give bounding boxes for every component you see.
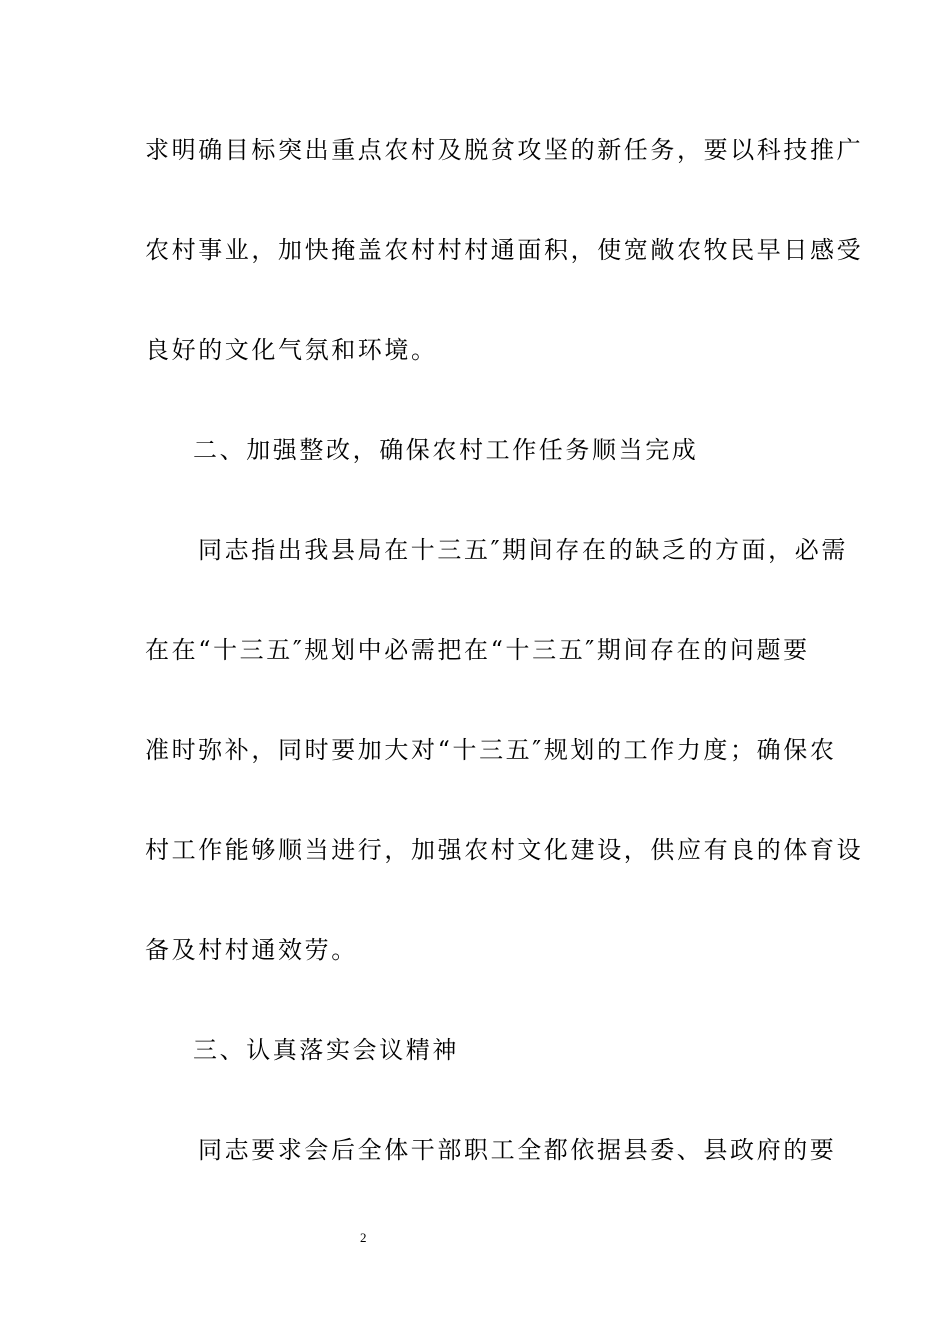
body-text-line: 求明确目标突出重点农村及脱贫攻坚的新任务，要以科技推广 xyxy=(145,136,864,164)
body-text-line: 良好的文化气氛和环境。 xyxy=(145,336,438,364)
body-text-line: 在在“十三五″规划中必需把在“十三五″期间存在的问题要 xyxy=(145,636,810,664)
page-number: 2 xyxy=(360,1230,367,1245)
body-text-line: 准时弥补，同时要加大对“十三五″规划的工作力度；确保农 xyxy=(145,736,837,764)
body-text-line: 农村事业，加快掩盖农村村村通面积，使宽敞农牧民早日感受 xyxy=(145,236,864,264)
paragraph-first-line: 同志要求会后全体干部职工全都依据县委、县政府的要 xyxy=(198,1136,837,1164)
paragraph-first-line: 同志指出我县局在十三五″期间存在的缺乏的方面，必需 xyxy=(198,536,848,564)
section-heading: 三、认真落实会议精神 xyxy=(193,1036,459,1064)
body-text-line: 备及村村通效劳。 xyxy=(145,936,358,964)
body-text-line: 村工作能够顺当进行，加强农村文化建设，供应有良的体育设 xyxy=(145,836,864,864)
section-heading: 二、加强整改，确保农村工作任务顺当完成 xyxy=(193,436,699,464)
